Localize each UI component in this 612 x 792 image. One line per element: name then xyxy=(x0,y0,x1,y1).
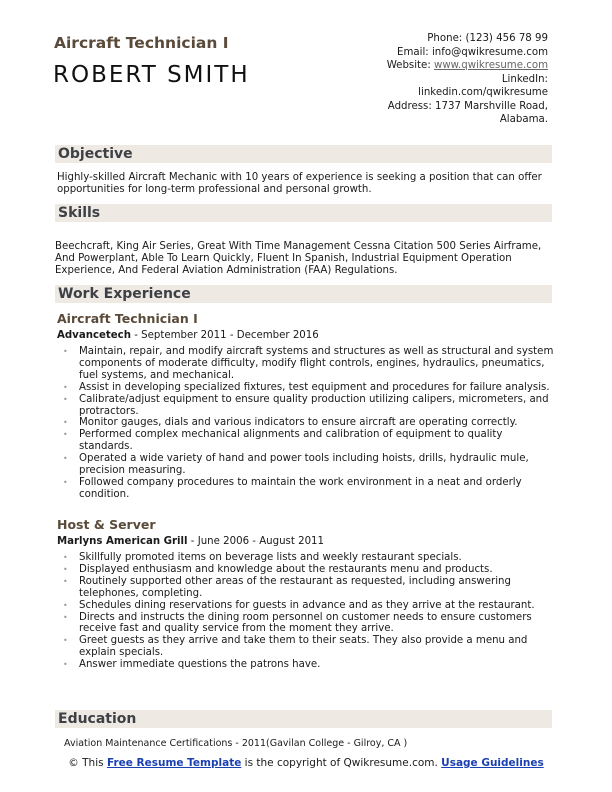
footer-middle: is the copyright of Qwikresume.com. xyxy=(241,757,442,769)
work-experience-section-header xyxy=(55,285,552,303)
contact-website xyxy=(318,59,548,73)
list-item: • Skillfully promoted items on beverage lists and weekly restaurant specials. xyxy=(57,552,557,564)
list-item: • Maintain, repair, and modify aircraft systems and structures as well as structural and system components of moderate difficulty, modify flight controls, engines, hydraulics, pneumatics, fuel systems, and mechanical. xyxy=(57,346,557,382)
list-item: • Calibrate/adjust equipment to ensure quality production utilizing calipers, micrometers, and protractors. xyxy=(57,394,557,418)
resume-job-title: Aircraft Technician I xyxy=(54,34,229,52)
candidate-name: ROBERT SMITH xyxy=(53,62,250,88)
contact-block xyxy=(318,32,548,127)
footer-prefix: © This xyxy=(68,757,107,769)
free-resume-template-link[interactable]: Free Resume Template xyxy=(106,757,242,769)
contact-address-line1: Address: 1737 Marshville Road, xyxy=(387,100,548,112)
education-entry: Aviation Maintenance Certifications - 2011(Gavilan College - Gilroy, CA ) xyxy=(64,738,408,749)
list-item: • Greet guests as they arrive and take them to their seats. They also provide a menu and explain specials. xyxy=(57,635,557,659)
list-item: • Performed complex mechanical alignments and calibration of equipment to quality standards. xyxy=(57,429,557,453)
education-section-header xyxy=(55,710,552,728)
website-link[interactable]: www.qwikresume.com xyxy=(433,60,548,71)
job-company-line-2 xyxy=(57,536,324,547)
list-item: • Operated a wide variety of hand and power tools including hoists, drills, hydraulic mule, precision measuring. xyxy=(57,453,557,477)
contact-address-line2: Alabama. xyxy=(499,114,548,125)
objective-section-header xyxy=(55,145,552,163)
contact-linkedin-label: LinkedIn: xyxy=(501,73,548,85)
skills-section-header xyxy=(55,204,552,222)
list-item: • Assist in developing specialized fixtures, test equipment and procedures for failure analysis. xyxy=(57,382,557,394)
usage-guidelines-link[interactable]: Usage Guidelines xyxy=(441,757,544,769)
list-item: • Routinely supported other areas of the restaurant as requested, including answering telephones, completing. xyxy=(57,576,557,600)
objective-heading: Objective xyxy=(58,146,133,162)
job-bullets-2 xyxy=(57,552,557,671)
contact-phone: Phone: (123) 456 78 99 xyxy=(427,33,548,44)
list-item: • Monitor gauges, dials and various indicators to ensure aircraft are operating correctly. xyxy=(57,417,557,429)
job-company-1: Advancetech xyxy=(57,330,131,341)
contact-email: Email: info@qwikresume.com xyxy=(397,46,548,58)
list-item: • Displayed enthusiasm and knowledge about the restaurants menu and products. xyxy=(57,564,557,576)
website-label: Website: xyxy=(386,60,434,71)
objective-text: Highly-skilled Aircraft Mechanic with 10 years of experience is seeking a position that can offer opportunities for long-term professional and personal growth. xyxy=(57,172,542,195)
job-dates-2: - June 2006 - August 2011 xyxy=(187,536,325,547)
skills-heading: Skills xyxy=(58,205,101,221)
job-bullets-1 xyxy=(57,346,557,501)
job-role-1: Aircraft Technician I xyxy=(57,311,198,326)
list-item: • Followed company procedures to maintain the work environment in a neat and orderly condition. xyxy=(57,477,557,501)
education-heading: Education xyxy=(58,711,137,727)
contact-linkedin-value: linkedin.com/qwikresume xyxy=(418,87,548,98)
list-item: • Answer immediate questions the patrons have. xyxy=(57,659,557,671)
job-role-2: Host & Server xyxy=(57,517,156,532)
job-company-2: Marlyns American Grill xyxy=(57,536,188,547)
work-experience-heading: Work Experience xyxy=(58,286,191,302)
job-dates-1: - September 2011 - December 2016 xyxy=(130,330,319,341)
job-company-line-1 xyxy=(57,330,319,341)
skills-text: Beechcraft, King Air Series, Great With Time Management Cessna Citation 500 Series Airframe, And Powerplant, Able To Learn Quickly, Fluent In Spanish, Industrial Equipment Operation Experience, And Federal Aviation Administration (FAA) Regulations. xyxy=(55,241,542,276)
copyright-footer xyxy=(60,757,552,770)
list-item: • Schedules dining reservations for guests in advance and as they arrive at the restaurant. xyxy=(57,600,557,612)
list-item: • Directs and instructs the dining room personnel on customer needs to ensure customers receive fast and quality service from the moment they arrive. xyxy=(57,612,557,636)
